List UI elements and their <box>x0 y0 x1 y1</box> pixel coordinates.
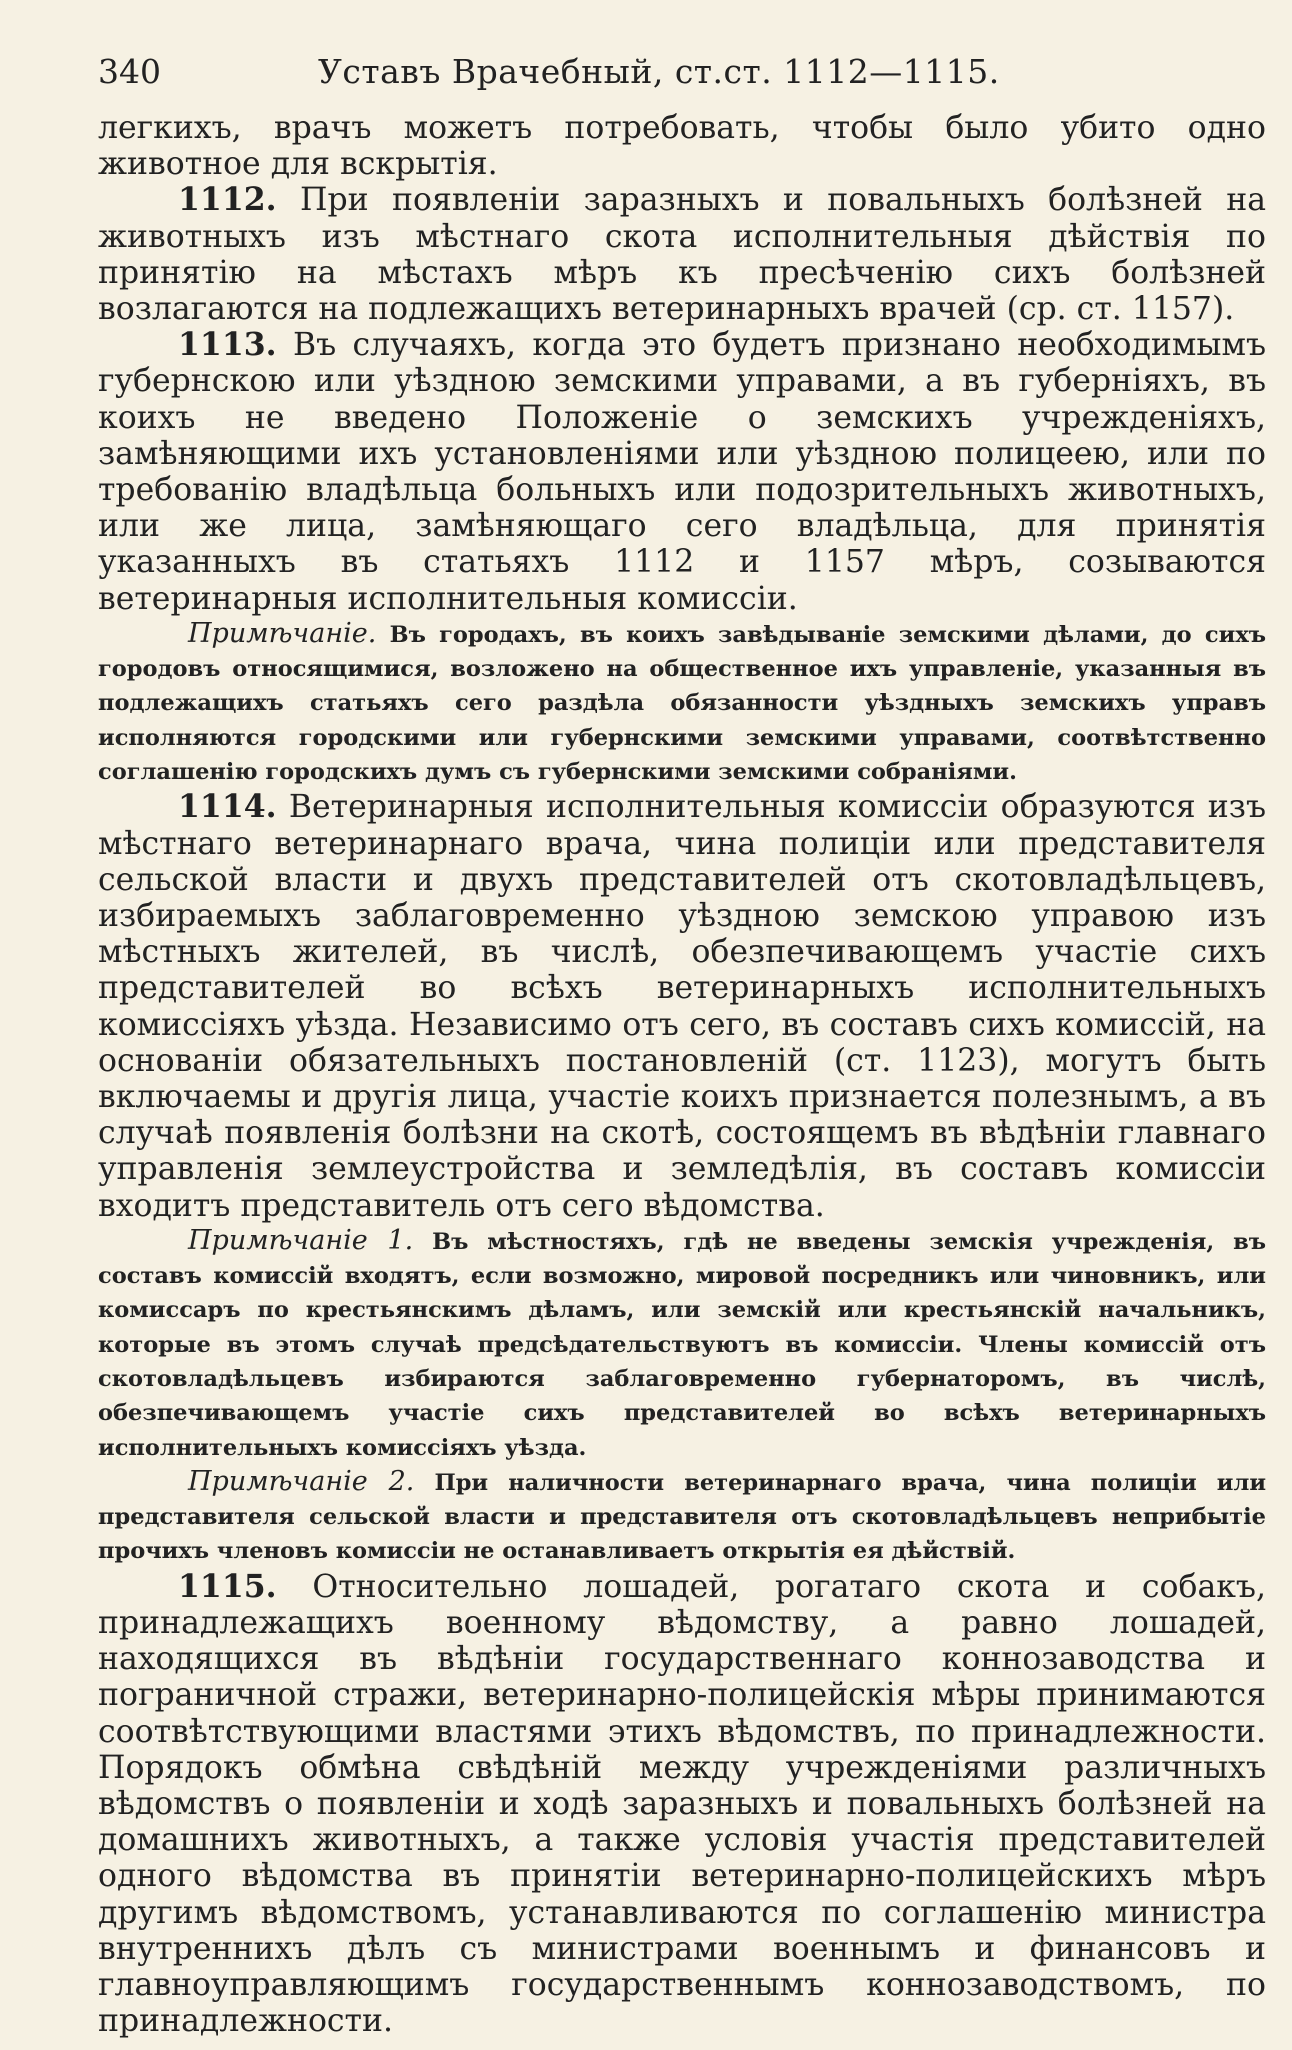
note-text: Въ мѣстностяхъ, гдѣ не введены земскія учрежденія, въ составъ комиссій входятъ, если возможно, мировой посредникъ или чиновникъ, или комиссаръ по крестьянскимъ дѣламъ, или земскій или крестьянскій начальникъ, которые въ этомъ случаѣ предсѣдательствуютъ въ комиссіи. Члены комиссій отъ скотовладѣльцевъ избираются заблаговременно губернаторомъ, въ числѣ, обезпечивающемъ участіе сихъ представителей во всѣхъ ветеринарныхъ исполнительныхъ комиссіяхъ уѣзда. <box>98 1228 1266 1461</box>
running-title: Уставъ Врачебный, ст.ст. 1112—1115. <box>318 52 1000 91</box>
page-number: 340 <box>98 52 161 91</box>
note-label: Примѣчаніе. <box>188 617 377 649</box>
article-number: 1113. <box>178 326 277 364</box>
article-text: Въ случаяхъ, когда это будетъ признано необходимымъ губернскою или уѣздною земскими управами, а въ губерніяхъ, въ коихъ не введено Положеніе о земскихъ учрежденіяхъ, замѣняющими ихъ установленіями или уѣздною полицеею, или по требованію владѣльца больныхъ или подозрительныхъ животныхъ, или же лица, замѣняющаго сего владѣльца, для принятія указанныхъ въ статьяхъ 1112 и 1157 мѣръ, созываются ветеринарныя исполнительныя комиссіи. <box>98 327 1266 617</box>
note-text: Въ городахъ, въ коихъ завѣдываніе земскими дѣлами, до сихъ городовъ относящимися, возложено на общественное ихъ управленіе, указанныя въ подлежащихъ статьяхъ сего раздѣла обязанности уѣздныхъ земскихъ управъ исполняются городскими или губернскими земскими управами, соотвѣтственно соглашенію городскихъ думъ съ губернскими земскими собраніями. <box>98 621 1266 786</box>
continued-text: легкихъ, врачъ можетъ потребовать, чтобы было убито одно животное для вскрытія. <box>98 110 1266 183</box>
note-label: Примѣчаніе 1. <box>188 1224 414 1256</box>
article-1114-note-2 <box>98 1465 1266 1569</box>
article-number: 1115. <box>178 1567 277 1605</box>
note-label: Примѣчаніе 2. <box>188 1465 415 1497</box>
article-1113-note <box>98 617 1266 789</box>
article-1113 <box>98 327 1266 617</box>
article-number: 1114. <box>178 788 277 826</box>
article-text: При появленіи заразныхъ и повальныхъ болѣзней на животныхъ изъ мѣстнаго скота исполнительныя дѣйствія по принятію на мѣстахъ мѣръ къ пресѣченію сихъ болѣзней возлагаются на подлежащихъ ветеринарныхъ врачей (ср. ст. 1157). <box>98 182 1267 328</box>
note-text: При наличности ветеринарнаго врача, чина полиціи или представителя сельской власти и представителя отъ скотовладѣльцевъ неприбытіе прочихъ членовъ комиссіи не останавливаетъ открытія ея дѣйствій. <box>98 1469 1267 1565</box>
article-1114 <box>98 789 1266 1223</box>
article-text: Ветеринарныя исполнительныя комиссіи образуются изъ мѣстнаго ветеринарнаго врача, чина полиціи или представителя сельской власти и двухъ представителей отъ скотовладѣльцевъ, избираемыхъ заблаговременно уѣздною земскою управою изъ мѣстныхъ жителей, въ числѣ, обезпечивающемъ участіе сихъ представителей во всѣхъ ветеринарныхъ исполнительныхъ комиссіяхъ уѣзда. Независимо отъ сего, въ составъ сихъ комиссій, на основаніи обязательныхъ постановленій (ст. 1123), могутъ быть включаемы и другія лица, участіе коихъ признается полезнымъ, а въ случаѣ появленія болѣзни на скотѣ, состоящемъ въ вѣдѣніи главнаго управленія землеустройства и земледѣлія, въ составъ комиссіи входитъ представитель отъ сего вѣдомства. <box>98 789 1267 1224</box>
article-1112 <box>98 182 1266 327</box>
article-text: Относительно лошадей, рогатаго скота и собакъ, принадлежащихъ военному вѣдомству, а равно лошадей, находящихся въ вѣдѣніи государственнаго коннозаводства и пограничной стражи, ветеринарно-полицейскія мѣры принимаются соотвѣтствующими властями этихъ вѣдомствъ, по принадлежности. Порядокъ обмѣна свѣдѣній между учрежденіями различныхъ вѣдомствъ о появленіи и ходѣ заразныхъ и повальныхъ болѣзней на домашнихъ животныхъ, а также условія участія представителей одного вѣдомства въ принятіи ветеринарно-полицейскихъ мѣръ другимъ вѣдомствомъ, устанавливаются по соглашенію министра внутреннихъ дѣлъ съ министрами военнымъ и финансовъ и главноуправляющимъ государственнымъ коннозаводствомъ, по принадлежности. <box>98 1568 1266 2040</box>
page-header <box>98 52 1266 92</box>
continued-paragraph <box>98 110 1266 182</box>
article-1115 <box>98 1569 1266 2040</box>
article-number: 1112. <box>178 181 277 219</box>
article-1114-note-1 <box>98 1224 1266 1465</box>
